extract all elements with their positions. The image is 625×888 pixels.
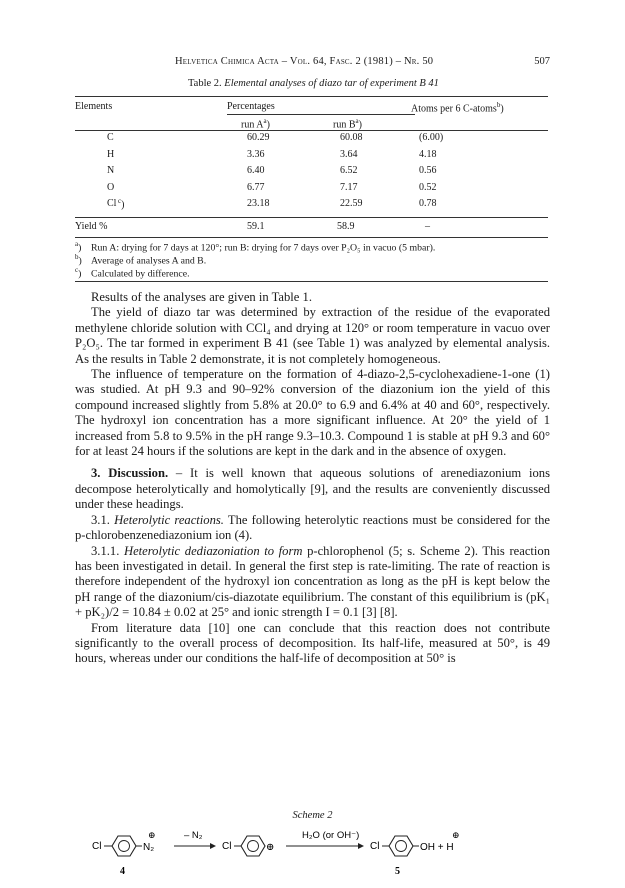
plus-charge-cation: ⊕ xyxy=(266,842,275,853)
plus-charge-4: ⊕ xyxy=(148,830,156,840)
benzene-ring-icon xyxy=(389,836,413,856)
oh-plus-h-label: OH + H xyxy=(420,842,454,853)
cl-label-cation: Cl xyxy=(222,841,232,852)
table-cell-el: C xyxy=(107,132,114,143)
paragraph-discussion: 3. Discussion. – It is well known that aqueous solutions of arenediazonium ions decompose heterolytically and homolytically [9], and the results are conveniently discussed under these headings. xyxy=(75,466,551,512)
scheme-2-diagram xyxy=(90,822,550,878)
table-body xyxy=(75,132,548,222)
cl-label-5: Cl xyxy=(370,841,380,852)
benzene-ring-icon xyxy=(112,836,136,856)
minus-n2-label: – N₂ xyxy=(184,830,203,841)
cl-label-4: Cl xyxy=(92,841,102,852)
compound-4-label: 4 xyxy=(120,866,125,877)
table-cell-atoms: (6.00) xyxy=(419,132,444,143)
footnote-bottom-rule xyxy=(75,281,548,282)
table-cell-b: 7.17 xyxy=(340,181,358,193)
plus-charge-h: ⊕ xyxy=(452,830,460,840)
yield-label: Yield % xyxy=(75,221,108,232)
paragraph-literature: From literature data [10] one can conclude that this reaction does not contribute significantly to the overall process of decomposition. Its half-life, measured at 50°, is 49 hours, whereas under our conditions the half-life of decomposition at 50° is xyxy=(75,620,550,666)
yield-row xyxy=(75,221,548,235)
compound-5-label: 5 xyxy=(395,866,400,877)
table-cell-b: 22.59 xyxy=(340,198,363,209)
paragraph-diazo-tar: The yield of diazo tar was determined by extraction of the residue of the evaporated methylene chloride solution with CCl₄ and drying at 120° or room temperature in vacuo over P₂O₅. The tar formed in experiment B 41 (see Table 1) was analyzed by elemental analysis. As the results in Table 2 demonstrate, it is not completely homogeneous. xyxy=(75,305,550,366)
table-cell-a: 6.40 xyxy=(247,165,265,176)
table-cell-el: O xyxy=(107,181,115,193)
table-cell-b: 3.64 xyxy=(340,148,358,160)
table-yield-rule xyxy=(75,217,548,218)
table-cell-atoms: 0.52 xyxy=(419,181,437,193)
table-header-rule xyxy=(75,130,548,131)
col-header-percentages: Percentages xyxy=(227,101,275,112)
table-cell-el: N xyxy=(107,165,115,176)
table-cell-atoms: 0.56 xyxy=(419,165,437,176)
table-cell-el-sup-wrap: $^c$) xyxy=(118,197,125,211)
scheme-title: Scheme 2 xyxy=(292,810,333,821)
page-number: 507 xyxy=(534,56,550,67)
table-cell-el: Cl xyxy=(107,198,117,209)
n2-label: N₂ xyxy=(143,842,155,853)
table-cell-a: 3.36 xyxy=(247,148,265,160)
table-cell-el: H xyxy=(107,148,115,160)
col-header-atoms: Atoms per 6 C-atoms$^b$) xyxy=(411,101,504,115)
table-caption: Table 2. Elemental analyses of diazo tar of experiment B 41 xyxy=(188,78,439,89)
body-text xyxy=(75,290,550,667)
paragraph-dediazoniation: 3.1.1. Heterolytic dediazoniation to form p-chlorophenol (5; s. Scheme 2). This reaction has been investigated in detail. In general the first step is rate-limiting. The rate of reaction is therefore independent of the hydroxyl ion concentration as long as the pH is kept below the pH range of the diazonium/cis-diazotate equilibrium. The constant of this equilibrium is (pK₁ + pK₂)/2 = 10.84 ± 0.02 at 25° and ionic strength I = 0.1 [3] [8]. xyxy=(75,543,550,620)
yield-atoms: – xyxy=(425,221,430,232)
table-bottom-rule xyxy=(75,237,548,238)
footnote-c: $^c$) Calculated by difference. xyxy=(75,266,190,280)
yield-run-b: 58.9 xyxy=(337,221,355,232)
paragraph-results: Results of the analyses are given in Table 1. xyxy=(91,290,312,304)
running-header xyxy=(75,56,550,70)
yield-run-a: 59.1 xyxy=(247,221,265,232)
footnote-a: $^a$) Run A: drying for 7 days at 120°; run B: drying for 7 days over P₂O₅ in vacuo (5 mbar). xyxy=(75,240,436,254)
journal-title: Helvetica Chimica Acta – Vol. 64, Fasc. 2 (1981) – Nr. 50 xyxy=(175,56,434,67)
table-cell-a: 6.77 xyxy=(247,181,265,193)
footnote-b: $^b$) Average of analyses A and B. xyxy=(75,253,207,267)
table-cell-a: 60.29 xyxy=(247,132,270,143)
table-cell-b: 60.08 xyxy=(340,132,363,143)
col-header-run-b: run $B^a$) xyxy=(333,117,362,131)
reagent-label: H₂O (or OH⁻) xyxy=(302,830,360,841)
table-cell-el-sup: c xyxy=(118,197,122,205)
col-header-run-a: run $A^a$) xyxy=(241,117,270,131)
paragraph-temperature: The influence of temperature on the formation of 4-diazo-2,5-cyclohexadiene-1-one (1) was studied. At pH 9.3 and 90–92% conversion of the diazonium ion the yield of this compound increased slightly from 5.8% at 20.0° to 6.9 and 6.4% at 40 and 60°, respectively. The hydroxyl ion concentration has a more significant influence. At 20° the yield of 1 increased from 5.8 to 9.5% in the pH range 9.3–10.3. Compound 1 is stable at pH 9.3 and 60° for at least 24 hours if the solutions are kept in the dark and in the absence of oxygen. xyxy=(75,367,550,459)
table-cell-atoms: 4.18 xyxy=(419,148,437,160)
table-cell-atoms: 0.78 xyxy=(419,198,437,209)
benzene-ring-icon xyxy=(241,836,265,856)
table-cell-a: 23.18 xyxy=(247,198,270,209)
table-cell-b: 6.52 xyxy=(340,165,358,176)
paragraph-heterolytic: 3.1. Heterolytic reactions. The following heterolytic reactions must be considered for the p-chlorobenzenediazonium ion (4). xyxy=(75,512,550,543)
sub-header-row xyxy=(75,115,548,129)
col-header-elements: Elements xyxy=(75,101,113,112)
